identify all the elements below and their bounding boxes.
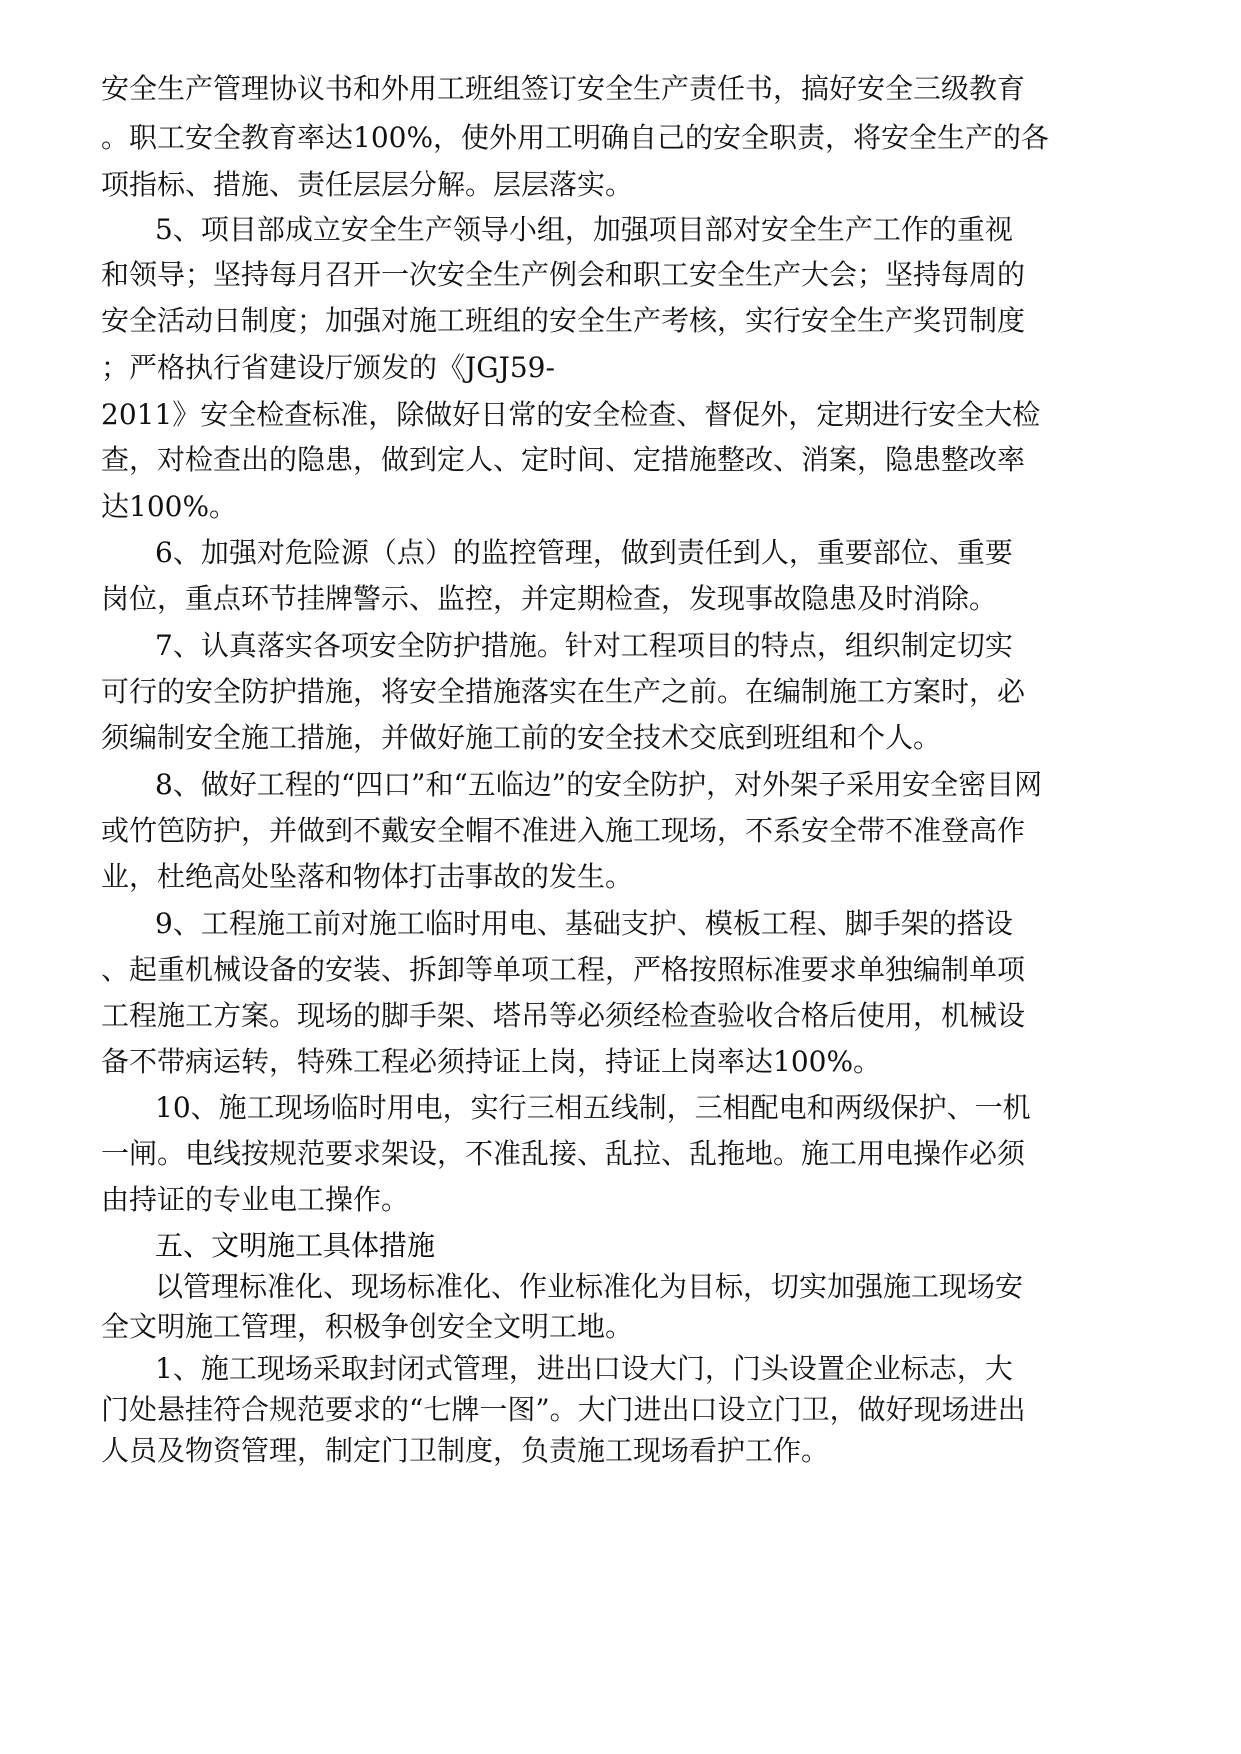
text-line: 查，对检查出的隐患，做到定人、定时间、定措施整改、消案，隐患整改率: [101, 443, 1026, 476]
text-line: 7、认真落实各项安全防护措施。针对工程项目的特点，组织制定切实: [155, 629, 1013, 662]
text-line: 岗位，重点环节挂牌警示、监控，并定期检查，发现事故隐患及时消除。: [101, 582, 998, 615]
text-line: 工程施工方案。现场的脚手架、塔吊等必须经检查验收合格后使用，机械设: [101, 999, 1026, 1032]
text-line: 10、施工现场临时用电，实行三相五线制，三相配电和两级保护、一机: [155, 1091, 1031, 1124]
text-line: 可行的安全防护措施，将安全措施落实在生产之前。在编制施工方案时，必: [101, 675, 1026, 708]
text-line: 以管理标准化、现场标准化、作业标准化为目标，切实加强施工现场安: [155, 1270, 1024, 1303]
text-line: 备不带病运转，特殊工程必须持证上岗，持证上岗率达100%。: [101, 1045, 882, 1078]
text-line: 人员及物资管理，制定门卫制度，负责施工现场看护工作。: [101, 1434, 830, 1467]
text-line: 项指标、措施、责任层层分解。层层落实。: [101, 168, 634, 201]
text-line: 安全活动日制度；加强对施工班组的安全生产考核，实行安全生产奖罚制度: [101, 304, 1026, 337]
section-heading: 五、文明施工具体措施: [155, 1229, 436, 1262]
text-line: 6、加强对危险源（点）的监控管理，做到责任到人，重要部位、重要: [155, 536, 1013, 569]
text-line: 、起重机械设备的安装、拆卸等单项工程，严格按照标准要求单独编制单项: [101, 953, 1026, 986]
text-line: 。职工安全教育率达100%，使外用工明确自己的安全职责，将安全生产的各: [101, 121, 1050, 154]
text-line: 安全生产管理协议书和外用工班组签订安全生产责任书，搞好安全三级教育: [101, 72, 1026, 105]
text-line: 业，杜绝高处坠落和物体打击事故的发生。: [101, 860, 634, 893]
text-line: 9、工程施工前对施工临时用电、基础支护、模板工程、脚手架的搭设: [155, 907, 1013, 940]
text-line: 全文明施工管理，积极争创安全文明工地。: [101, 1310, 634, 1343]
text-line: 2011》安全检查标准，除做好日常的安全检查、督促外，定期进行安全大检: [101, 398, 1041, 431]
text-line: 门处悬挂符合规范要求的“七牌一图”。大门进出口设立门卫，做好现场进出: [101, 1393, 1026, 1426]
text-line: 5、项目部成立安全生产领导小组，加强项目部对安全生产工作的重视: [155, 213, 1013, 246]
text-line: 或竹笆防护，并做到不戴安全帽不准进入施工现场，不系安全带不准登高作: [101, 814, 1026, 847]
text-line: 和领导；坚持每月召开一次安全生产例会和职工安全生产大会；坚持每周的: [101, 258, 1026, 291]
text-line: ；严格执行省建设厅颁发的《JGJ59-: [101, 351, 555, 384]
text-line: 1、施工现场采取封闭式管理，进出口设大门，门头设置企业标志，大: [155, 1352, 1013, 1385]
text-line: 达100%。: [101, 490, 238, 523]
text-line: 一闸。电线按规范要求架设，不准乱接、乱拉、乱拖地。施工用电操作必须: [101, 1137, 1026, 1170]
text-line: 须编制安全施工措施，并做好施工前的安全技术交底到班组和个人。: [101, 721, 942, 754]
text-line: 由持证的专业电工操作。: [101, 1183, 410, 1216]
text-line: 8、做好工程的“四口”和“五临边”的安全防护，对外架子采用安全密目网: [155, 768, 1043, 801]
